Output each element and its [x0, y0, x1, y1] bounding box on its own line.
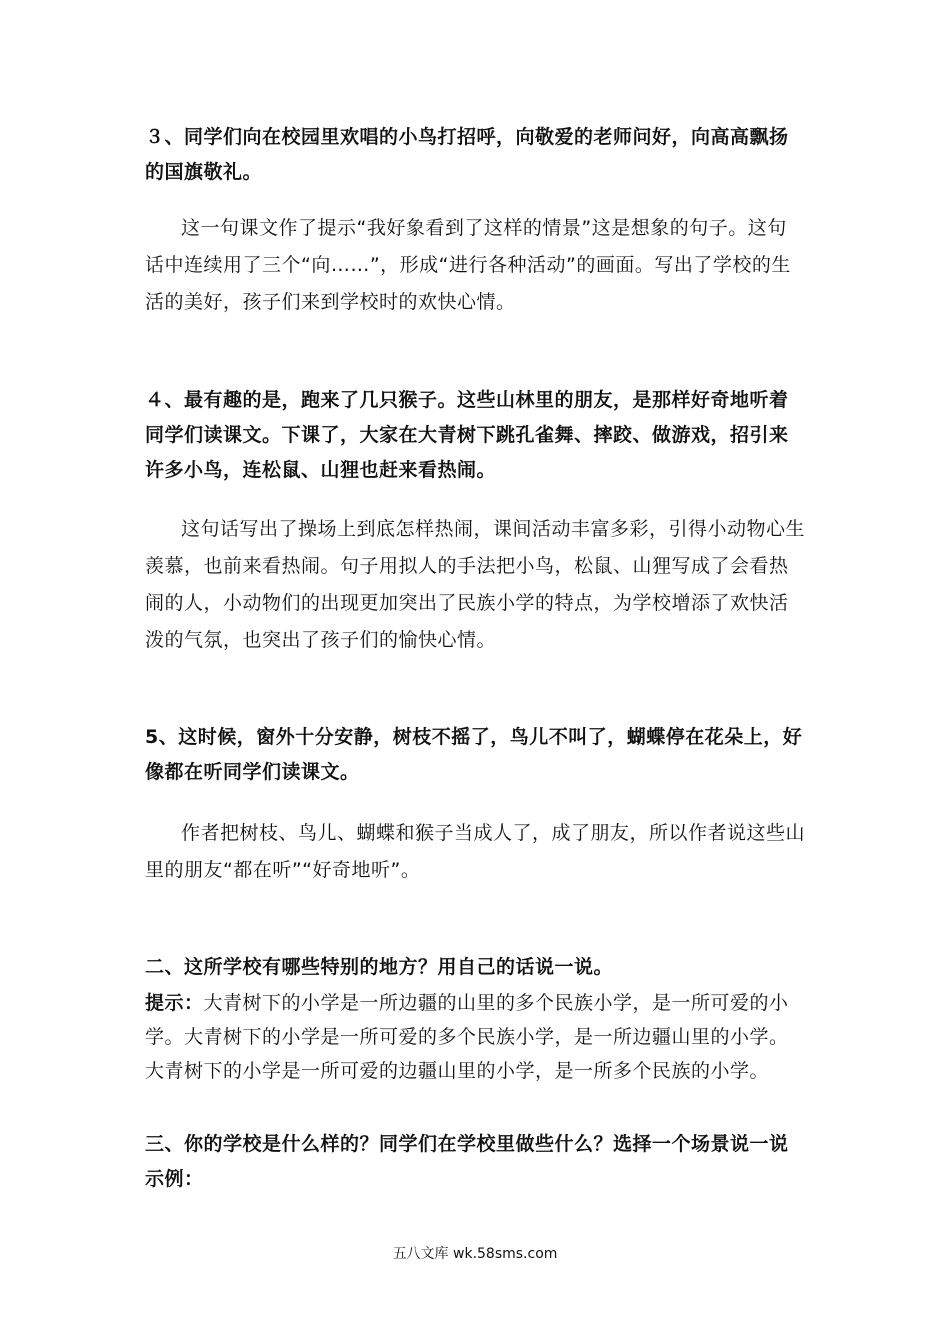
- hint-label: 提示：: [145, 992, 204, 1014]
- item-4-heading: ４、最有趣的是，跑来了几只猴子。这些山林里的朋友，是那样好奇地听着同学们读课文。下课了，大家在大青树下跳孔雀舞、摔跤、做游戏，招引来许多小鸟，连松鼠、山狸也赶来看热闹。: [145, 389, 789, 481]
- section-3-heading: 三、你的学校是什么样的？同学们在学校里做些什么？选择一个场景说一说示例：: [145, 1133, 789, 1190]
- item-5-explanation: 作者把树枝、鸟儿、蝴蝶和猴子当成人了，成了朋友，所以作者说这些山里的朋友“都在听”“好奇地听”。: [145, 822, 806, 881]
- item-5-heading: 5、这时候，窗外十分安静，树枝不摇了，鸟儿不叫了，蝴蝶停在花朵上，好像都在听同学们读课文。: [145, 726, 803, 783]
- section-2-hint: [145, 986, 805, 1088]
- page-footer: 五八文库 wk.58sms.com: [392, 1246, 558, 1262]
- item-4-explanation: 这句话写出了操场上到底怎样热闹，课间活动丰富多彩，引得小动物心生羡慕，也前来看热闹。句子用拟人的手法把小鸟，松鼠、山狸写成了会看热闹的人，小动物们的出现更加突出了民族小学的特点，为学校增添了欢快活泼的气氛，也突出了孩子们的愉快心情。: [145, 518, 806, 651]
- item-3-explanation: 这一句课文作了提示“我好象看到了这样的情景”这是想象的句子。这句话中连续用了三个“向……”，形成“进行各种活动”的画面。写出了学校的生活的美好，孩子们来到学校时的欢快心情。: [145, 217, 791, 313]
- item-3-heading: ３、同学们向在校园里欢唱的小鸟打招呼，向敬爱的老师问好，向高高飘扬的国旗敬礼。: [145, 126, 789, 183]
- hint-text: 大青树下的小学是一所边疆的山里的多个民族小学，是一所可爱的小学。大青树下的小学是一所可爱的多个民族小学，是一所边疆山里的小学。大青树下的小学是一所可爱的边疆山里的小学，是一所多个民族的小学。: [145, 992, 789, 1082]
- section-2-heading: 二、这所学校有哪些特别的地方？用自己的话说一说。: [145, 956, 614, 978]
